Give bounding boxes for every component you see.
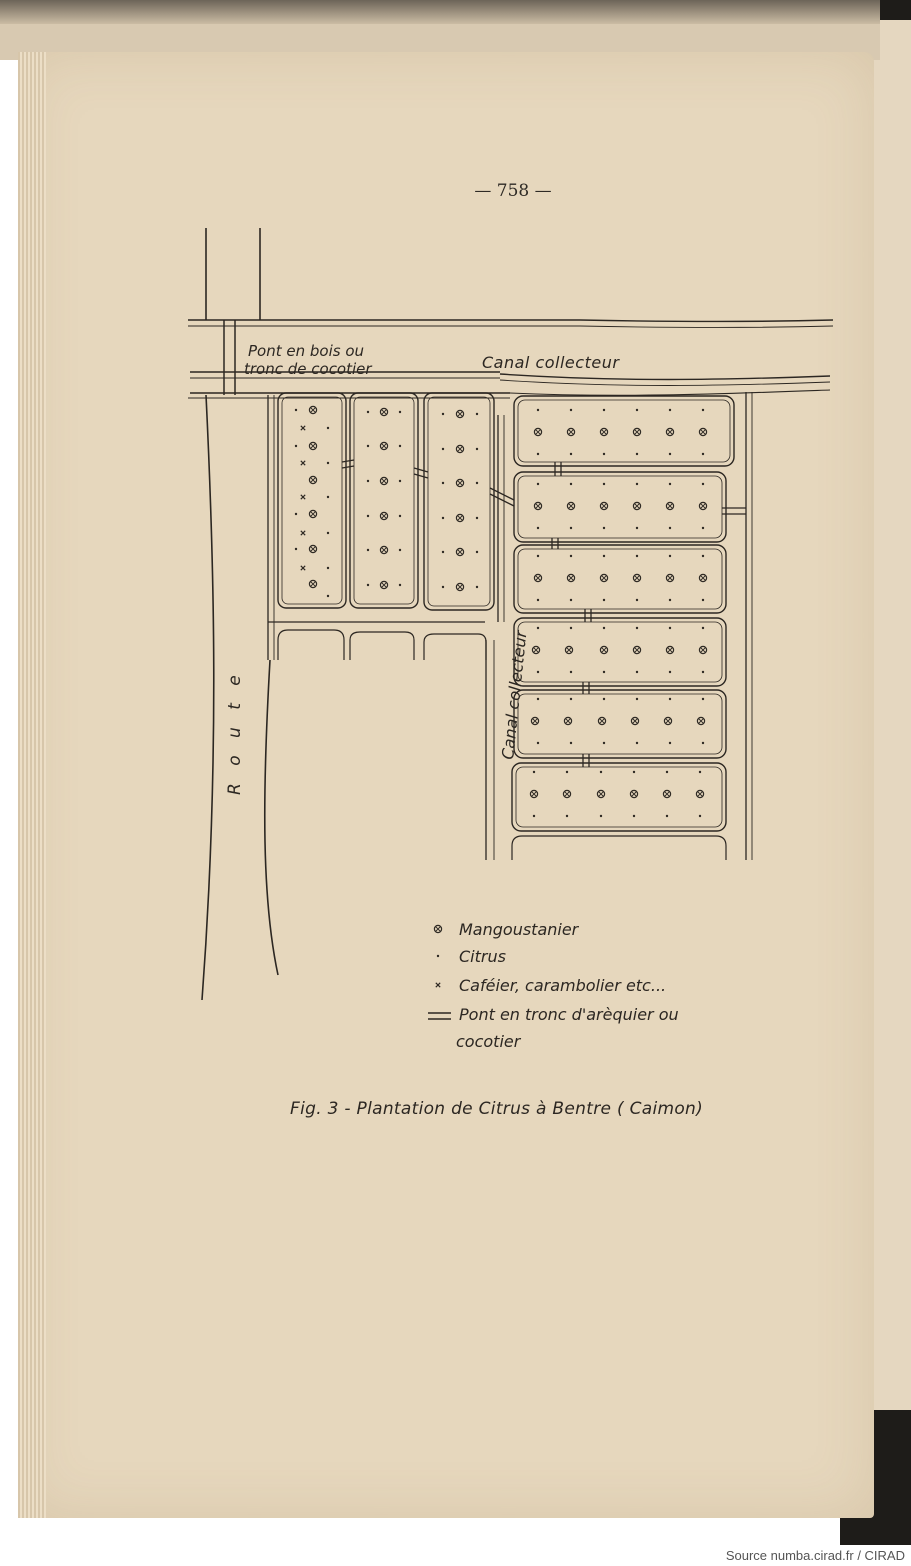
bridge-label-line2: tronc de cocotier [244, 360, 372, 378]
legend-bridge-icon [428, 1013, 451, 1019]
legend-citrus-icon [437, 955, 439, 957]
source-credit: Source numba.cirad.fr / CIRAD [725, 1548, 905, 1563]
horizontal-beds [512, 396, 734, 831]
canal-label-top: Canal collecteur [482, 353, 620, 372]
page-number: — 758 — [465, 181, 561, 201]
legend-coffee-icon [436, 983, 440, 987]
bed-symbols-vertical [295, 406, 478, 597]
legend-bridge-label-line1: Pont en tronc d'arèquier ou [459, 1005, 679, 1024]
bridge-label-line1: Pont en bois ou [248, 342, 365, 360]
wooden-bridge [224, 320, 235, 395]
legend-coffee-label: Caféier, carambolier etc... [459, 976, 667, 995]
road-label: R o u t e [225, 669, 245, 795]
legend-mangosteen-icon [434, 925, 441, 932]
legend-bridge-label-line2: cocotier [456, 1032, 521, 1051]
figure-caption: Fig. 3 - Plantation de Citrus à Bentre ( Caimon) [290, 1099, 704, 1119]
vertical-beds [278, 393, 494, 610]
canal-label-vertical: Canal collecteur [498, 629, 531, 761]
legend-mangosteen-label: Mangoustanier [459, 920, 579, 939]
legend-citrus-label: Citrus [459, 947, 506, 966]
